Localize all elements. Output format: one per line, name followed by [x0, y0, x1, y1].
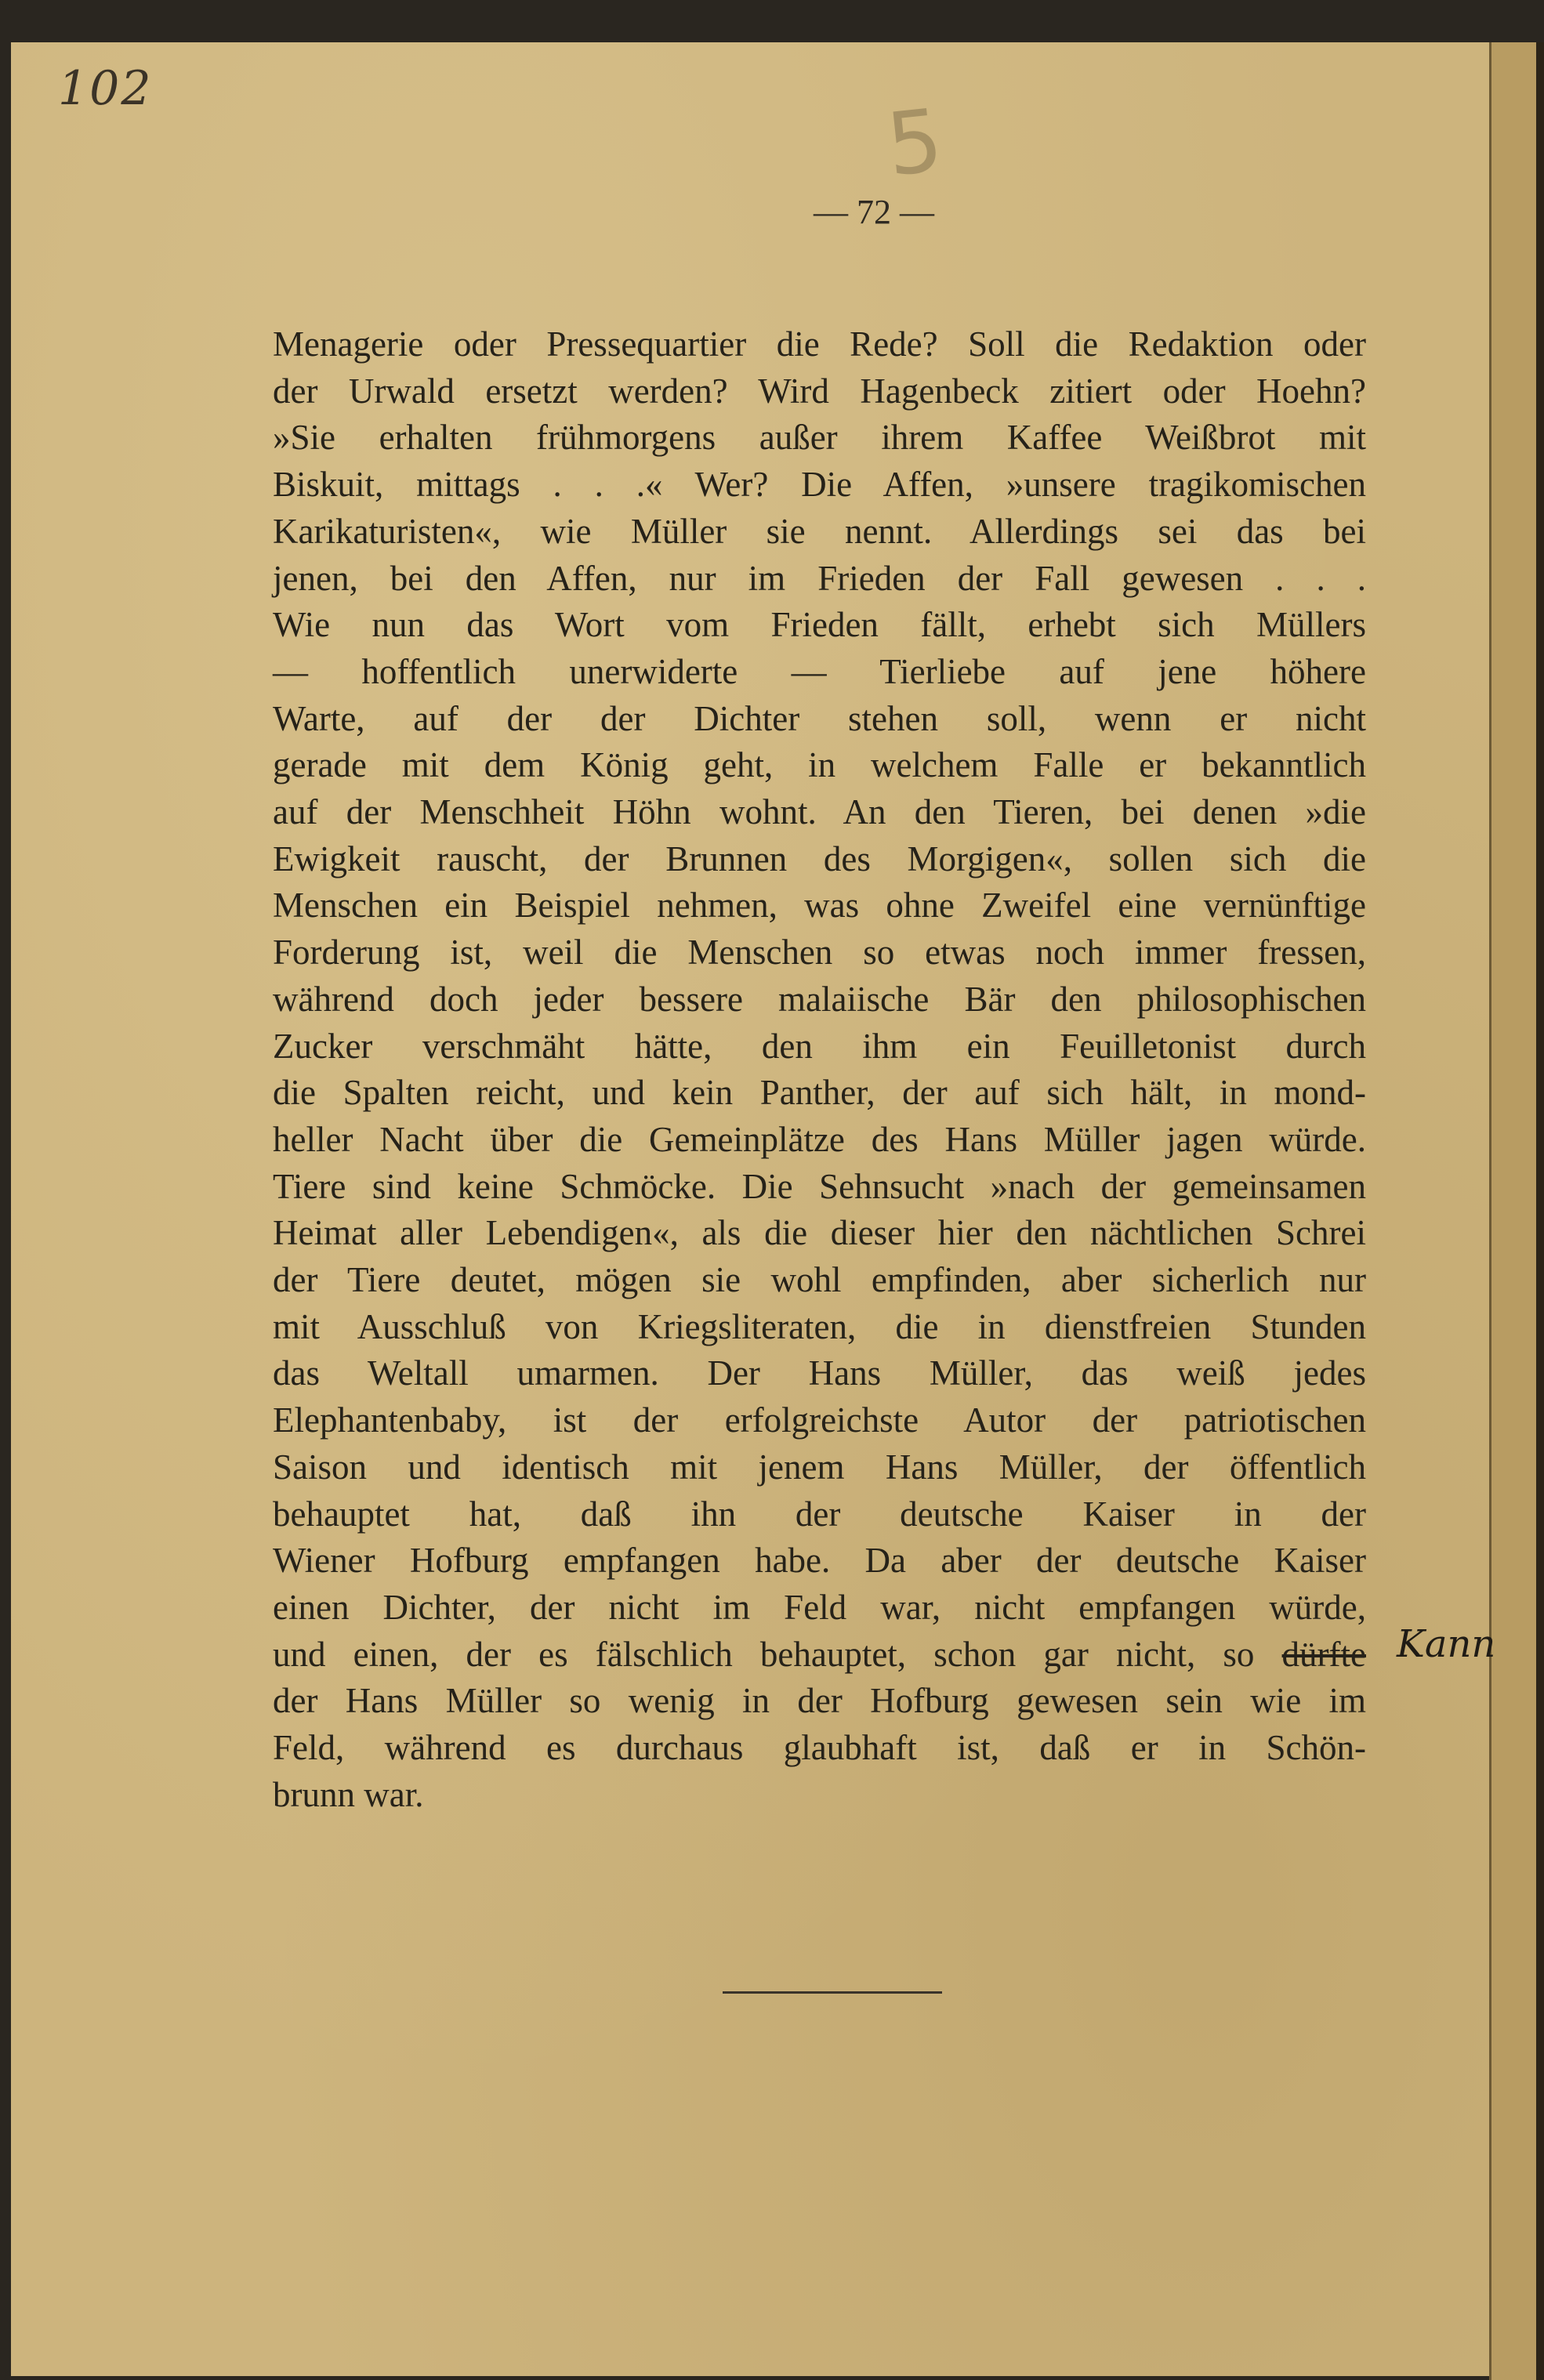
text-line: Wie nun das Wort vom Frieden fällt, erhebt sich Müllers: [273, 605, 1366, 645]
text-line: heller Nacht über die Gemeinplätze des Hans Müller jagen würde.: [273, 1119, 1366, 1159]
text-line: behauptet hat, daß ihn der deutsche Kaiser in der: [273, 1494, 1366, 1534]
text-line: Wiener Hofburg empfangen habe. Da aber der deutsche Kaiser: [273, 1541, 1366, 1581]
text-line: mit Ausschluß von Kriegsliteraten, die in dienstfreien Stunden: [273, 1306, 1366, 1346]
text-line: Tiere sind keine Schmöcke. Die Sehnsucht »nach der gemeinsamen: [273, 1166, 1366, 1206]
struck-word: dürfte: [1281, 1634, 1366, 1674]
text-line: — hoffentlich unerwiderte — Tierliebe auf jene höhere: [273, 651, 1366, 691]
text-line: Elephantenbaby, ist der erfolgreichste Autor der patriotischen: [273, 1400, 1366, 1440]
text-line: Ewigkeit rauscht, der Brunnen des Morgigen«, sollen sich die: [273, 839, 1366, 878]
pencil-mark: 5: [882, 89, 948, 196]
text-line: Menagerie oder Pressequartier die Rede? Soll die Redaktion oder: [273, 324, 1366, 364]
section-divider: [723, 1991, 942, 1994]
page-number: — 72 —: [814, 193, 934, 231]
text-line-with-strike: [273, 1632, 1366, 1679]
text-line: Heimat aller Lebendigen«, als die dieser hier den nächtlichen Schrei: [273, 1213, 1366, 1253]
text-line: der Urwald ersetzt werden? Wird Hagenbeck zitiert oder Hoehn?: [273, 371, 1366, 411]
text-line: der Tiere deutet, mögen sie wohl empfinden, aber sicherlich nur: [273, 1260, 1366, 1300]
text-line: Forderung ist, weil die Menschen so etwas noch immer fressen,: [273, 933, 1366, 973]
body-text: [273, 321, 1366, 1819]
text-line: die Spalten reicht, und kein Panther, der auf sich hält, in mond-: [273, 1073, 1366, 1113]
line-text: und einen, der es fälschlich behauptet, schon gar nicht, so: [273, 1634, 1255, 1674]
text-line: der Hans Müller so wenig in der Hofburg gewesen sein wie im: [273, 1681, 1366, 1721]
text-line: jenen, bei den Affen, nur im Frieden der Fall gewesen . . .: [273, 558, 1366, 598]
margin-correction: Kann: [1397, 1622, 1496, 1666]
text-line: das Weltall umarmen. Der Hans Müller, das weiß jedes: [273, 1353, 1366, 1393]
text-line: Warte, auf der der Dichter stehen soll, wenn er nicht: [273, 698, 1366, 738]
text-line: Biskuit, mittags . . .« Wer? Die Affen, »unsere tragikomischen: [273, 465, 1366, 505]
text-line: Feld, während es durchaus glaubhaft ist, daß er in Schön-: [273, 1728, 1366, 1768]
text-line: Zucker verschmäht hätte, den ihm ein Feuilletonist durch: [273, 1026, 1366, 1066]
handwritten-folio-number: 102: [58, 61, 153, 116]
text-line: einen Dichter, der nicht im Feld war, nicht empfangen würde,: [273, 1587, 1366, 1627]
text-line: Menschen ein Beispiel nehmen, was ohne Zweifel eine vernünftige: [273, 886, 1366, 926]
text-line: gerade mit dem König geht, in welchem Falle er bekanntlich: [273, 745, 1366, 785]
text-line: während doch jeder bessere malaiische Bär den philosophischen: [273, 979, 1366, 1019]
text-line: »Sie erhalten frühmorgens außer ihrem Kaffee Weißbrot mit: [273, 418, 1366, 458]
binding-shadow: [1536, 42, 1544, 2380]
text-line: brunn war.: [273, 1774, 424, 1814]
text-line: Karikaturisten«, wie Müller sie nennt. Allerdings sei das bei: [273, 511, 1366, 551]
text-line: Saison und identisch mit jenem Hans Müller, der öffentlich: [273, 1447, 1366, 1487]
text-line: auf der Menschheit Höhn wohnt. An den Tieren, bei denen »die: [273, 792, 1366, 832]
